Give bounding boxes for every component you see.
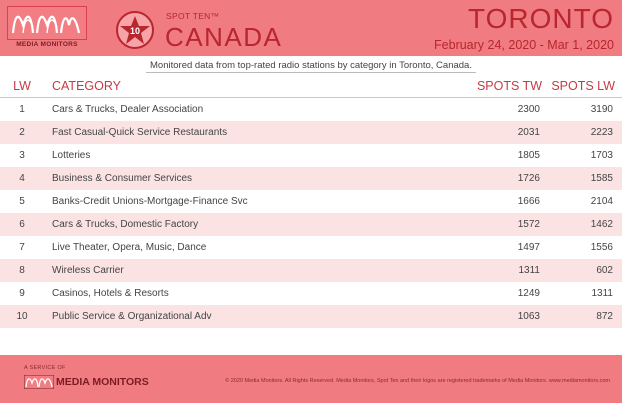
cell-category: Cars & Trucks, Dealer Association [52, 104, 204, 115]
cell-spots-lw: 602 [596, 265, 613, 276]
cell-spots-lw: 2104 [590, 196, 613, 207]
column-header-spots-tw: SPOTS TW [476, 79, 542, 93]
table-row [0, 98, 622, 121]
spot-ten-label: SPOT TEN™ [166, 11, 220, 21]
subtitle-text: Monitored data from top-rated radio stations by category in Toronto, Canada. [146, 60, 476, 73]
country-title: CANADA [165, 22, 283, 52]
cell-spots-lw: 1462 [590, 219, 613, 230]
cell-category: Casinos, Hotels & Resorts [52, 288, 169, 299]
cell-spots-tw: 1726 [517, 173, 540, 184]
cell-spots-lw: 1311 [591, 288, 613, 299]
cell-lw: 7 [19, 242, 25, 253]
column-header-lw: LW [13, 79, 31, 93]
cell-category: Public Service & Organizational Adv [52, 311, 212, 322]
logo-brand-text: MEDIA MONITORS [16, 41, 78, 48]
table-row [0, 236, 622, 259]
cell-lw: 1 [19, 104, 25, 115]
copyright-text: © 2020 Media Monitors. All Rights Reserved. Media Monitors, Spot Ten and their logos are registered trademarks of Media Monitors. www.mediamonitors.com [225, 378, 610, 384]
table-row [0, 282, 622, 305]
table-row [0, 259, 622, 282]
table-row [0, 305, 622, 328]
column-header-spots-lw: SPOTS LW [551, 79, 615, 93]
star-badge-icon [115, 10, 155, 50]
cell-lw: 10 [16, 311, 28, 322]
badge-number: 10 [129, 26, 141, 36]
cell-spots-tw: 1497 [517, 242, 540, 253]
cell-lw: 5 [19, 196, 25, 207]
cell-spots-tw: 1805 [517, 150, 540, 161]
cell-spots-tw: 1063 [517, 311, 540, 322]
cell-lw: 2 [19, 127, 25, 138]
cell-lw: 6 [19, 219, 25, 230]
cell-category: Wireless Carrier [52, 265, 124, 276]
mm-mark-icon [24, 375, 54, 389]
footer-logo-name: MEDIA MONITORS [56, 376, 149, 388]
cell-category: Fast Casual-Quick Service Restaurants [52, 127, 228, 138]
cell-spots-tw: 1666 [517, 196, 540, 207]
header-banner [0, 0, 622, 56]
table-row [0, 121, 622, 144]
spot-ten-badge [115, 10, 155, 50]
mm-wave-icon [11, 9, 83, 37]
column-header-category: CATEGORY [52, 79, 121, 93]
date-range: February 24, 2020 - Mar 1, 2020 [434, 38, 614, 52]
table-row [0, 213, 622, 236]
cell-spots-lw: 1585 [590, 173, 613, 184]
service-label: A SERVICE OF [24, 365, 66, 371]
cell-lw: 3 [19, 150, 25, 161]
cell-spots-lw: 872 [596, 311, 613, 322]
cell-lw: 8 [19, 265, 25, 276]
cell-category: Lotteries [52, 150, 91, 161]
cell-spots-lw: 3190 [590, 104, 613, 115]
table-row [0, 144, 622, 167]
table-row [0, 167, 622, 190]
cell-spots-tw: 1311 [518, 265, 540, 276]
cell-spots-lw: 1703 [590, 150, 613, 161]
media-monitors-logo [7, 6, 87, 48]
cell-spots-tw: 1572 [517, 219, 540, 230]
city-title: TORONTO [468, 3, 614, 34]
spots-table [0, 74, 622, 328]
subtitle [0, 60, 622, 71]
table-row [0, 190, 622, 213]
footer-banner [0, 355, 622, 403]
cell-spots-tw: 2300 [517, 104, 540, 115]
table-header [0, 74, 622, 98]
cell-spots-lw: 1556 [590, 242, 613, 253]
cell-category: Cars & Trucks, Domestic Factory [52, 219, 199, 230]
cell-lw: 4 [19, 173, 25, 184]
cell-category: Business & Consumer Services [52, 173, 193, 184]
cell-spots-lw: 2223 [590, 127, 613, 138]
cell-spots-tw: 2031 [517, 127, 540, 138]
cell-lw: 9 [19, 288, 25, 299]
cell-spots-tw: 1249 [517, 288, 540, 299]
cell-category: Banks-Credit Unions-Mortgage-Finance Svc [52, 196, 248, 207]
cell-category: Live Theater, Opera, Music, Dance [52, 242, 207, 253]
